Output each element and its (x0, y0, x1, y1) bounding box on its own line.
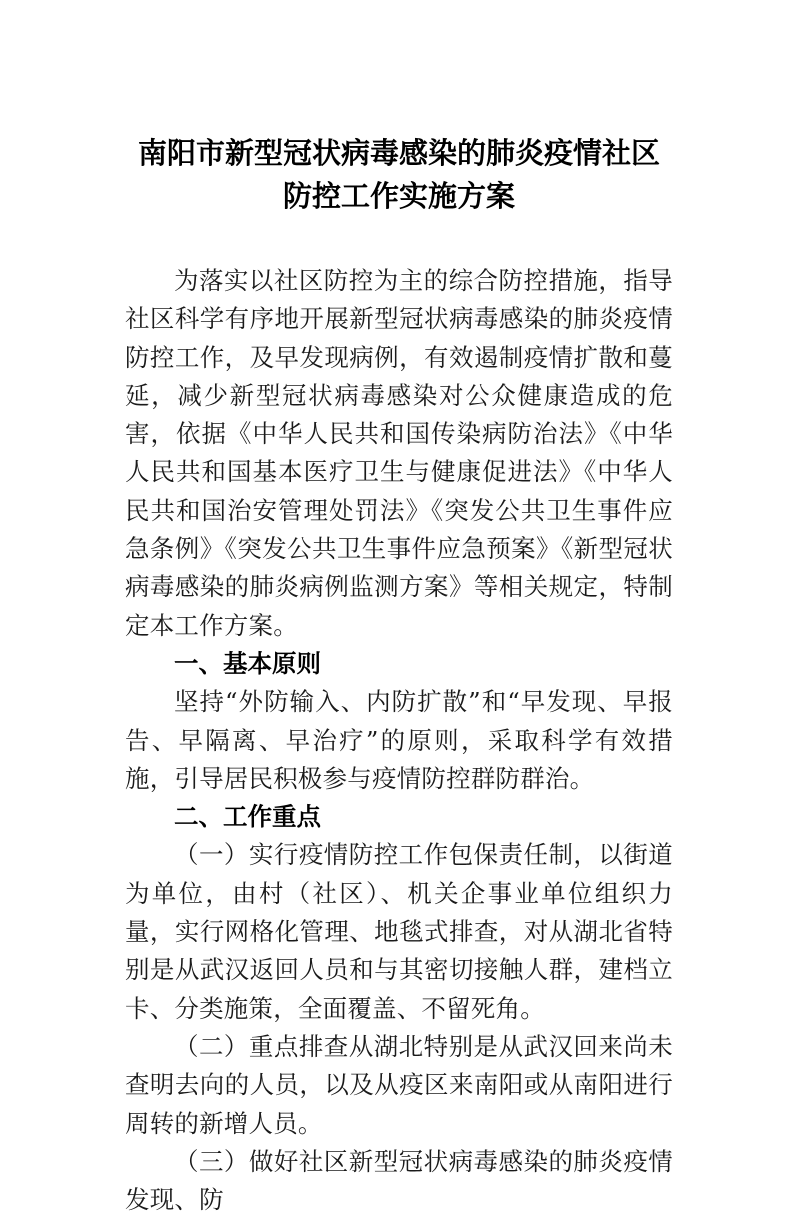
page-title-line-1: 南阳市新型冠状病毒感染的肺炎疫情社区 (137, 136, 660, 170)
page-title-line-2: 防控工作实施方案 (282, 179, 515, 213)
intro-paragraph: 为落实以社区防控为主的综合防控措施，指导社区科学有序地开展新型冠状病毒感染的肺炎疫情防控工作，及早发现病例，有效遏制疫情扩散和蔓延，减少新型冠状病毒感染对公众健康造成的危害，依据《中华人民共和国传染病防治法》《中华人民共和国基本医疗卫生与健康促进法》《中华人民共和国治安管理处罚法》《突发公共卫生事件应急条例》《突发公共卫生事件应急预案》《新型冠状病毒感染的肺炎病例监测方案》等相关规定，特制定本工作方案。 (125, 266, 673, 640)
document-content (125, 132, 673, 1219)
basic-principles-paragraph: 坚持“外防输入、内防扩散”和“早发现、早报告、早隔离、早治疗”的原则，采取科学有效措施，引导居民积极参与疫情防控群防群治。 (125, 687, 673, 793)
work-item-1-paragraph: （一）实行疫情防控工作包保责任制，以街道为单位，由村（社区）、机关企事业单位组织力量，实行网格化管理、地毯式排查，对从湖北省特别是从武汉返回人员和与其密切接触人群，建档立卡、分类施策，全面覆盖、不留死角。 (125, 840, 673, 1023)
section-heading-1: 一、基本原则 (174, 648, 321, 678)
page-title (125, 132, 673, 218)
work-item-2-paragraph: （二）重点排查从湖北特别是从武汉回来尚未查明去向的人员，以及从疫区来南阳或从南阳进行周转的新增人员。 (125, 1031, 673, 1138)
title-body-spacer (125, 218, 673, 262)
section-heading-2: 二、工作重点 (174, 802, 321, 832)
work-item-3-paragraph: （三）做好社区新型冠状病毒感染的肺炎疫情发现、防 (125, 1146, 673, 1215)
